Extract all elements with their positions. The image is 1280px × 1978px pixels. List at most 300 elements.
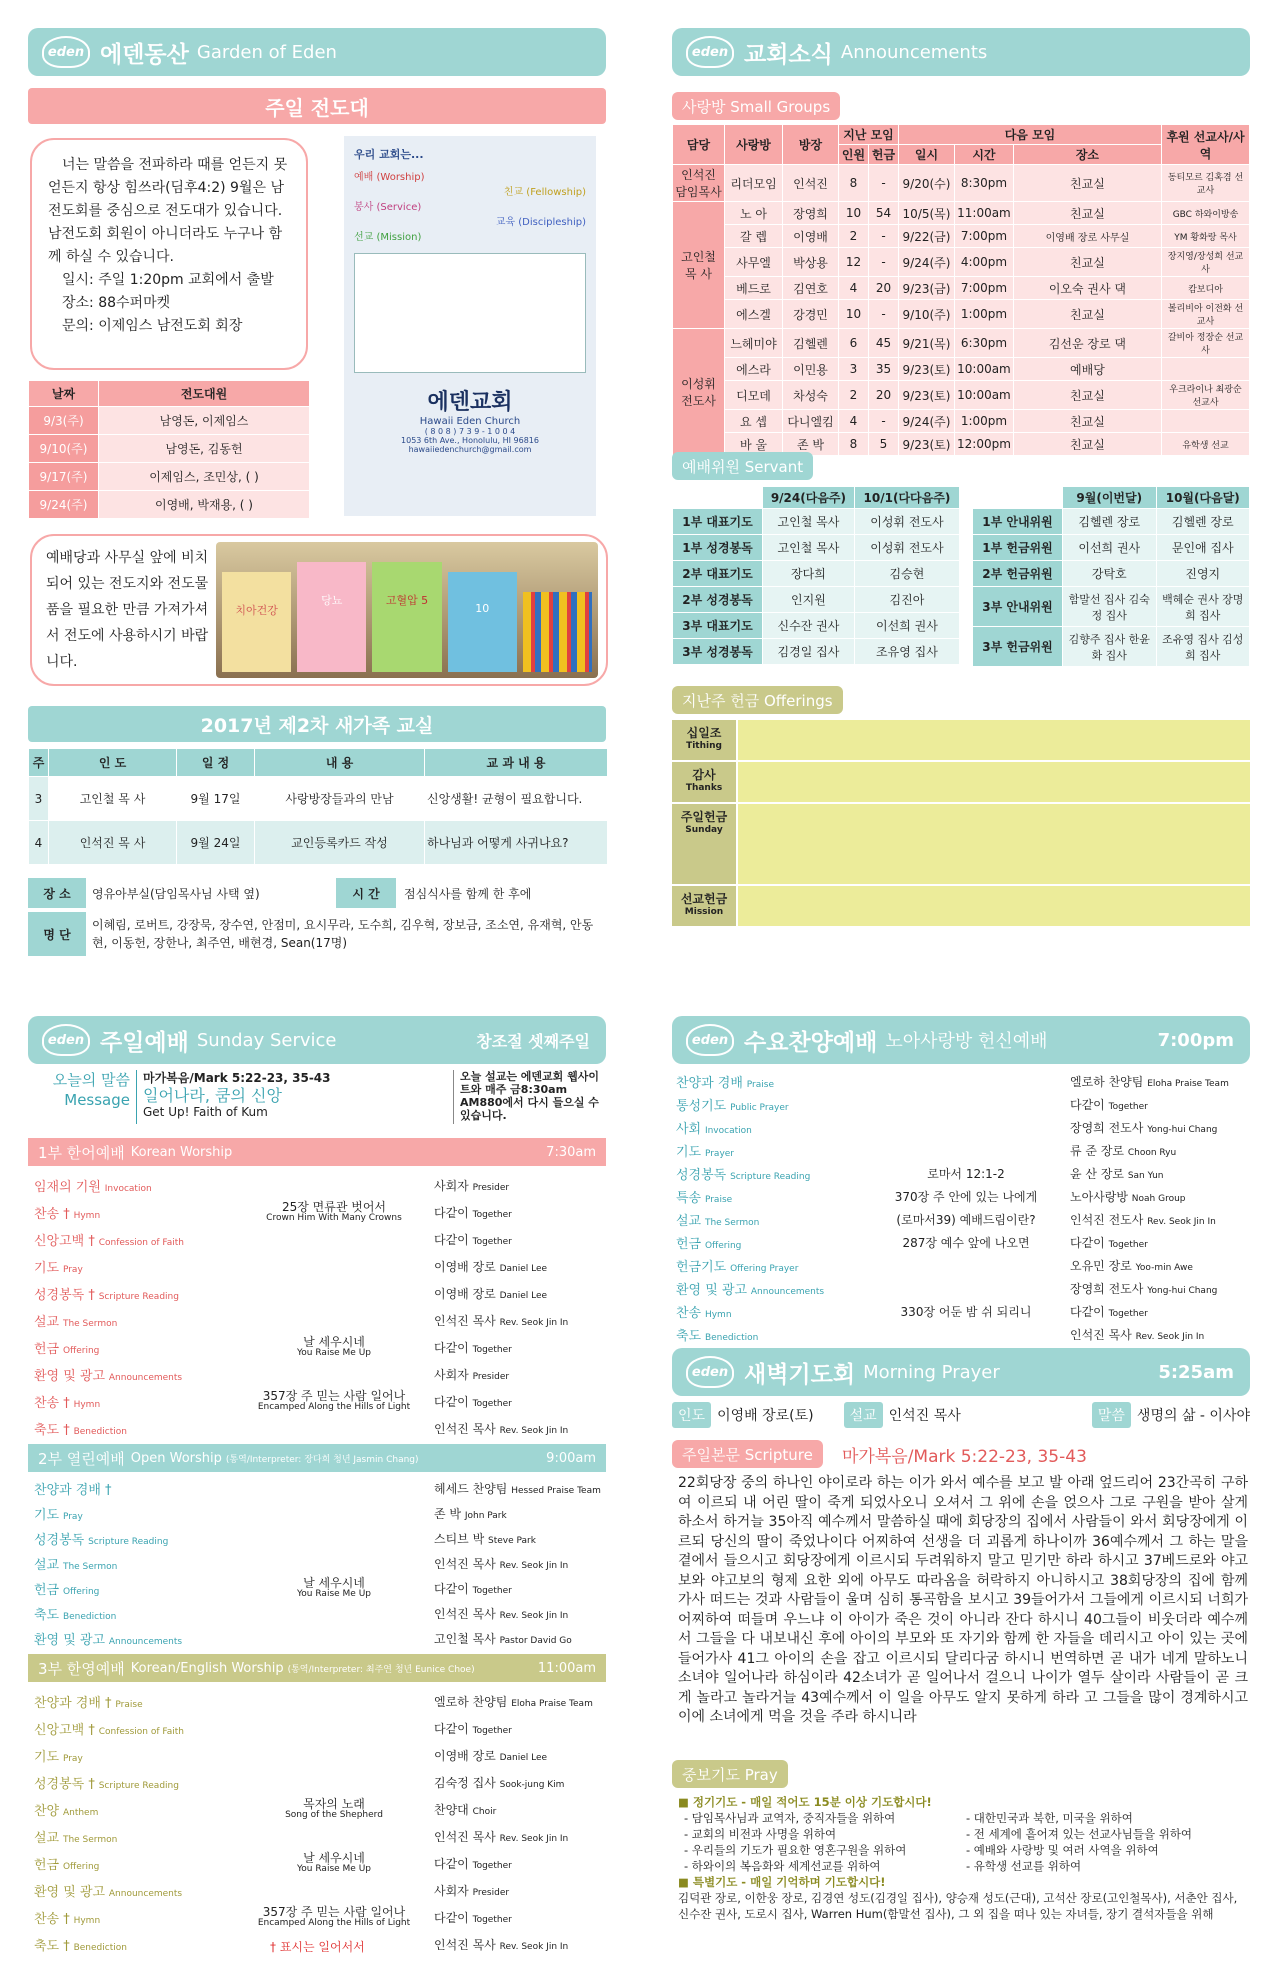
service3-title-en: Korean/English Worship — [130, 1660, 284, 1676]
order-person-ko: 이영배 장로 — [434, 1749, 496, 1763]
order-item — [34, 1579, 244, 1598]
order-item-ko: 신앙고백 † — [34, 1234, 95, 1249]
order-detail — [244, 1850, 424, 1875]
order-person — [424, 1393, 604, 1410]
order-item-en: Confession of Faith — [98, 1238, 184, 1248]
table-cell: 디모데 — [725, 381, 783, 410]
order-person — [424, 1801, 604, 1818]
offering-row — [672, 720, 1250, 760]
order-row — [34, 1501, 604, 1526]
order-item — [34, 1230, 244, 1249]
prayer-special-title: ■ 특별기도 - 매일 기억하며 기도합시다! — [678, 1875, 886, 1889]
church-flyer — [344, 136, 596, 516]
order-person-en: Rev. Seok Jin In — [1135, 1332, 1205, 1342]
order-item-ko: 환영 및 광고 — [34, 1369, 106, 1384]
table-cell: 2부 성경봉독 — [673, 587, 763, 613]
order-person-ko: 다같이 — [434, 1395, 469, 1409]
order-item-ko: 축도 † — [34, 1423, 70, 1438]
offerings-table — [672, 720, 1250, 926]
order-item — [676, 1141, 876, 1160]
table-cell: - — [869, 300, 899, 329]
order-item — [34, 1257, 244, 1276]
order-item-en: Praise — [704, 1195, 733, 1205]
place-value: 영유아부실(담임목사님 사택 옆) — [92, 886, 260, 901]
eden-header — [28, 28, 606, 76]
table-cell: 함말선 집사 김숙정 집사 — [1063, 587, 1157, 627]
order-person-ko: 다같이 — [1070, 1236, 1105, 1250]
table-cell: 고인철 목사 — [763, 535, 855, 561]
prayer-item: - 대한민국과 북한, 미국을 위하여 — [966, 1811, 1133, 1825]
order-person-en: Together — [472, 1210, 512, 1220]
order-person-en: Yong-hui Chang — [1147, 1125, 1218, 1135]
table-cell: 에스겔 — [725, 300, 783, 329]
order-person-en: Presider — [472, 1888, 510, 1898]
order-item — [34, 1311, 244, 1330]
order-item-en: Benediction — [62, 1612, 117, 1622]
table-cell: 3부 성경봉독 — [673, 639, 763, 665]
order-item — [34, 1908, 244, 1927]
table-cell: 9/10(주) — [899, 300, 955, 329]
order-row — [34, 1850, 604, 1877]
order-row — [34, 1715, 604, 1742]
order-person — [1056, 1142, 1248, 1159]
table-cell: 리더모임 — [725, 165, 783, 202]
table-cell: 갈비아 정장순 선교사 — [1162, 329, 1250, 358]
order-person-ko: 이영배 장로 — [434, 1260, 496, 1274]
order-detail: 370장 주 안에 있는 나에게 — [894, 1190, 1038, 1204]
order-person-ko: 사회자 — [434, 1368, 469, 1382]
order-item — [34, 1854, 244, 1873]
table-cell: 김선운 장로 댁 — [1013, 329, 1161, 358]
order-person — [424, 1693, 604, 1710]
service1-bar — [28, 1138, 606, 1166]
table-cell: 요 셉 — [725, 410, 783, 433]
prayer-item: - 하와이의 복음화와 세계선교를 위하여 — [684, 1859, 881, 1873]
table-cell: 10 — [839, 300, 869, 329]
order-item — [34, 1935, 244, 1954]
standing-note: † 표시는 일어서서 — [270, 1940, 365, 1954]
offering-amount — [738, 886, 1250, 926]
offering-en: Thanks — [685, 783, 723, 793]
table-cell: 이영배, 박재용, ( ) — [99, 491, 310, 519]
flyer-item: 예배 (Worship) — [354, 172, 425, 183]
order-person-ko: 윤 산 장로 — [1070, 1167, 1124, 1181]
service3-title: 3부 한영예배 — [38, 1659, 125, 1678]
order-person — [1056, 1096, 1248, 1113]
order-person-en: Together — [472, 1726, 512, 1736]
order-row — [34, 1253, 604, 1280]
table-cell: 존 박 — [783, 433, 839, 456]
order-item — [676, 1164, 876, 1183]
order-person — [424, 1312, 604, 1329]
table-cell: 9/24(주) — [899, 410, 955, 433]
order-person-en: Choir — [472, 1807, 497, 1817]
order-person-ko: 다같이 — [434, 1206, 469, 1220]
service3-time: 11:00am — [537, 1660, 596, 1676]
morning-info — [672, 1402, 1250, 1428]
prayer-tab: 중보기도 Pray — [672, 1760, 788, 1788]
order-person-en: Rev. Seok Jin In — [499, 1318, 569, 1328]
table-cell: 사랑방장들과의 만남 — [255, 777, 425, 821]
table-cell: - — [869, 165, 899, 202]
order-person-en: Daniel Lee — [499, 1291, 548, 1301]
order-item-en: Public Prayer — [730, 1103, 789, 1113]
table-cell: 이오숙 권사 댁 — [1013, 277, 1161, 300]
order-row — [34, 1280, 604, 1307]
table-cell: 2 — [839, 225, 869, 248]
offering-amount — [738, 762, 1250, 802]
table-cell: 고인철 목 사 — [673, 202, 725, 329]
order-person-en: Eloha Praise Team — [1147, 1079, 1229, 1089]
table-cell: 2 — [839, 381, 869, 410]
order-item-ko: 설교 — [34, 1315, 60, 1330]
order-row — [676, 1277, 1248, 1300]
order-item-ko: 통성기도 — [676, 1099, 727, 1114]
order-person-en: Noah Group — [1131, 1194, 1186, 1204]
order-item — [676, 1095, 876, 1114]
order-person-en: Rev. Seok Jin In — [499, 1834, 569, 1844]
lead-label: 인도 — [672, 1402, 711, 1428]
evangelism-title: 주일 전도대 — [28, 88, 606, 124]
servant-left-table — [672, 486, 960, 665]
order-person-ko: 고인철 목사 — [434, 1632, 496, 1646]
service2-time: 9:00am — [546, 1450, 596, 1466]
order-row — [676, 1208, 1248, 1231]
order-person-ko: 오유민 장로 — [1070, 1259, 1132, 1273]
scripture-text: 22회당장 중의 하나인 야이로라 하는 이가 와서 예수를 보고 발 아래 엎드리어 23간곡히 구하여 이르되 내 어린 딸이 죽게 되었사오니 오셔서 그 위에 손을 얹으사 그로 구원을 받아 살게 하소서 하거늘 35아직 예수께서 말씀하실 때에 회당장의 집에서 사람들이 와서 회당장에게 이르되 당신의 딸이 죽었나이다 어찌하여 선생을 더 괴롭게 하나이까 36예수께서 그 하는 말을 곁에서 들으시고 회당장에게 이르시되 두려워하지 말고 믿기만 하라 하시고 37베드로와 야고보와 야고보의 형제 요한 외에 아무도 따라옴을 허락하지 아니하시고 38회당장의 집에 함께 가사 떠드는 것과 사람들이 울며 심히 통곡함을 보시고 39들어가서 그들에게 이르시되 너희가 어찌하여 떠들며 우느냐 이 아이가 죽은 것이 아니라 잔다 하시니 40그들이 비웃더라 예수께서 그들을 다 내보내신 후에 아이의 부모와 또 자기와 함께 한 자들을 데리시고 아이 있는 곳에 들어가사 41그 아이의 손을 잡고 이르시되 달리다굼 하시니 번역하면 곧 내가 네게 말하노니 소녀야 일어나라 하심이라 42소녀가 곧 일어나서 걸으니 나이가 열두 살이라 사람들이 곧 크게 놀라고 놀라거늘 43예수께서 이 일을 아무도 알지 못하게 하라 고 그들을 많이 경계하시고 이에 소녀에게 먹을 것을 주라 하시니라 — [678, 1475, 1248, 1725]
order-person — [424, 1828, 604, 1845]
order-item-ko: 헌금 — [34, 1583, 60, 1598]
table-cell: 고인철 목 사 — [49, 777, 177, 821]
table-cell: 갈 렙 — [725, 225, 783, 248]
wednesday-header — [672, 1016, 1250, 1064]
col-place: 장소 — [1013, 145, 1161, 165]
table-cell: 4 — [29, 821, 49, 865]
table-cell: 9/3(주) — [29, 407, 99, 435]
col-date: 일 정 — [177, 749, 255, 777]
col-leader: 방장 — [783, 125, 839, 165]
service1-title: 1부 한어예배 — [38, 1143, 125, 1162]
order-row — [34, 1626, 604, 1651]
order-person — [1056, 1165, 1248, 1182]
table-cell: 친교실 — [1013, 202, 1161, 225]
order-person-en: Choon Ryu — [1127, 1148, 1177, 1158]
tract-item: 당뇨 — [297, 562, 366, 672]
order-item — [34, 1284, 244, 1303]
order-person-ko: 노아사랑방 — [1070, 1190, 1128, 1204]
order-item — [34, 1827, 244, 1846]
order-row — [34, 1388, 604, 1415]
servant-right-table — [972, 486, 1250, 667]
table-cell: 베드로 — [725, 277, 783, 300]
order-person-en: Presider — [472, 1183, 510, 1193]
table-cell: 신수잔 권사 — [763, 613, 855, 639]
table-cell: 예배당 — [1013, 358, 1161, 381]
order-person-ko: 엘로하 찬양팀 — [434, 1695, 508, 1709]
order-item-ko: 찬양과 경배 † — [34, 1696, 112, 1711]
order-item-en: The Sermon — [62, 1562, 118, 1572]
flyer-item: 교육 (Discipleship) — [495, 217, 586, 228]
table-cell: 강경민 — [783, 300, 839, 329]
time-value: 점심식사를 함께 한 후에 — [404, 886, 532, 901]
eden-logo-icon: eden — [686, 1024, 734, 1056]
table-cell: 볼리비아 이전화 선교사 — [1162, 300, 1250, 329]
order-person-en: Steve Park — [488, 1536, 536, 1546]
order-person-en: Together — [472, 1237, 512, 1247]
order-item — [34, 1392, 244, 1411]
order-person — [1056, 1073, 1248, 1090]
announcements-header — [672, 28, 1250, 76]
order-row — [34, 1361, 604, 1388]
order-person-en: San Yun — [1127, 1171, 1164, 1181]
order-item-ko: 찬양과 경배 — [676, 1076, 743, 1091]
order-person-en: Pastor David Go — [499, 1636, 572, 1646]
order-row — [34, 1823, 604, 1850]
tract-photo — [216, 542, 598, 678]
prayer-item: - 유학생 선교를 위하여 — [966, 1859, 1082, 1873]
order-row — [34, 1526, 604, 1551]
blank-cell — [973, 487, 1063, 509]
order-person — [424, 1555, 604, 1572]
order-person-en: Together — [472, 1915, 512, 1925]
order-item-ko: 헌금 — [676, 1237, 702, 1252]
order-item-ko: 기도 — [676, 1145, 702, 1160]
table-cell: 김연호 — [783, 277, 839, 300]
order-item-en: Scripture Reading — [730, 1172, 811, 1182]
message-label-en: Message — [64, 1091, 130, 1109]
table-cell: 11:00am — [955, 202, 1014, 225]
message-info — [143, 1070, 453, 1124]
table-cell: - — [869, 410, 899, 433]
table-cell: 우크라이나 최광순 선교사 — [1162, 381, 1250, 410]
order-item — [34, 1176, 244, 1195]
order-person — [1056, 1326, 1248, 1343]
table-cell: 10 — [839, 202, 869, 225]
evangelism-bullet: 문의: 이제임스 남전도회 회장 — [62, 318, 243, 334]
offering-label — [672, 720, 736, 760]
wed-sub: 노아사랑방 헌신예배 — [885, 1031, 1048, 1052]
table-cell: 인석진 담임목사 — [673, 165, 725, 202]
order-item-ko: 찬양 — [34, 1804, 60, 1819]
order-person — [424, 1204, 604, 1221]
flyer-map — [354, 253, 586, 373]
table-cell: 남영돈, 이제임스 — [99, 407, 310, 435]
order-detail-en: You Raise Me Up — [297, 1347, 371, 1358]
table-cell: 김경일 집사 — [763, 639, 855, 665]
service2-title: 2부 열린예배 — [38, 1449, 125, 1468]
prayer-item: - 우리들의 기도가 필요한 영혼구원을 위하여 — [684, 1843, 907, 1857]
order-person-ko: 찬양대 — [434, 1803, 469, 1817]
col-day: 일시 — [899, 145, 955, 165]
table-cell: 2부 대표기도 — [673, 561, 763, 587]
order-person-ko: 다같이 — [1070, 1305, 1105, 1319]
order-item-ko: 설교 — [34, 1831, 60, 1846]
table-cell: 8:30pm — [955, 165, 1014, 202]
flyer-email: hawaiiedenchurch@gmail.com — [408, 445, 532, 454]
order-person-en: Together — [472, 1586, 512, 1596]
col-members: 전도대원 — [99, 381, 310, 407]
table-cell: 이영배 장로 사무실 — [1013, 225, 1161, 248]
order-item — [676, 1187, 876, 1206]
table-cell: 20 — [869, 277, 899, 300]
eden-title: 에덴동산 — [100, 41, 189, 68]
preach-value: 인석진 목사 — [888, 1408, 961, 1424]
order-item-ko: 신앙고백 † — [34, 1723, 95, 1738]
scripture-ref: 마가복음/Mark 5:22-23, 35-43 — [842, 1447, 1087, 1467]
table-cell: 9/23(토) — [899, 433, 955, 456]
order-person — [1056, 1303, 1248, 1320]
order-item-ko: 환영 및 광고 — [34, 1885, 106, 1900]
message-title: 일어나라, 쿰의 신앙 — [143, 1086, 282, 1105]
table-cell: 8 — [839, 433, 869, 456]
order-person-ko: 사회자 — [434, 1179, 469, 1193]
table-cell: 김향주 집사 한윤화 집사 — [1063, 627, 1157, 667]
order-person-ko: 인석진 목사 — [434, 1830, 496, 1844]
order-person — [424, 1480, 604, 1497]
table-cell: 9/23(금) — [899, 277, 955, 300]
table-cell: 남영돈, 김동헌 — [99, 435, 310, 463]
table-cell: 7:00pm — [955, 225, 1014, 248]
order-item — [676, 1210, 876, 1229]
order-item — [676, 1302, 876, 1321]
table-cell: 1:00pm — [955, 410, 1014, 433]
eden-title-en: Garden of Eden — [196, 41, 337, 63]
order-item-en: Announcements — [108, 1637, 183, 1647]
order-detail: 287장 예수 앞에 나오면 — [902, 1236, 1030, 1250]
table-cell: 이성휘 전도사 — [673, 329, 725, 456]
order-person-ko: 사회자 — [434, 1884, 469, 1898]
flyer-church-name: 에덴교회 — [427, 390, 513, 415]
radio-note: 오늘 설교는 에덴교회 웹사이트와 매주 금8:30am AM880에서 다시 들으실 수 있습니다. — [453, 1070, 602, 1124]
order-row — [676, 1070, 1248, 1093]
table-cell: 6:30pm — [955, 329, 1014, 358]
table-cell: 12 — [839, 248, 869, 277]
order-item-ko: 축도 — [34, 1608, 60, 1623]
order-person-ko: 인석진 목사 — [434, 1557, 496, 1571]
col-leader: 인 도 — [49, 749, 177, 777]
order-row — [676, 1116, 1248, 1139]
order-person-ko: 다같이 — [434, 1582, 469, 1596]
order-item-en: Scripture Reading — [98, 1292, 179, 1302]
order-person — [1056, 1119, 1248, 1136]
offering-label — [672, 804, 736, 884]
eden-logo-icon: eden — [42, 36, 90, 68]
offering-amount — [738, 804, 1250, 884]
table-cell: - — [869, 225, 899, 248]
order-item — [34, 1773, 244, 1792]
order-item-en: Hymn — [73, 1916, 101, 1926]
wednesday-list — [676, 1070, 1248, 1346]
servant-tab: 예배위원 Servant — [672, 452, 813, 480]
offering-en: Sunday — [685, 825, 723, 835]
order-person-ko: 장영희 전도사 — [1070, 1282, 1144, 1296]
order-item-ko: 찬송 † — [34, 1207, 70, 1222]
order-detail-en: Encamped Along the Hills of Light — [257, 1401, 411, 1412]
order-row — [34, 1742, 604, 1769]
table-cell: 친교실 — [1013, 381, 1161, 410]
table-cell: 3 — [839, 358, 869, 381]
offering-amount — [738, 720, 1250, 760]
table-cell: 1:00pm — [955, 300, 1014, 329]
order-item-en: Announcements — [750, 1287, 825, 1297]
order-item-en: Offering — [62, 1346, 100, 1356]
order-row — [34, 1199, 604, 1226]
order-row — [34, 1226, 604, 1253]
order-row — [34, 1601, 604, 1626]
order-item-en: Offering Prayer — [730, 1264, 799, 1274]
table-cell: 4 — [839, 410, 869, 433]
order-item-en: Offering — [62, 1587, 100, 1597]
table-cell: 친교실 — [1013, 410, 1161, 433]
table-cell: 12:00pm — [955, 433, 1014, 456]
table-cell: 9/23(토) — [899, 381, 955, 410]
table-cell: 2부 헌금위원 — [973, 561, 1063, 587]
order-detail: (로마서39) 예배드림이란? — [896, 1213, 1036, 1227]
order-row — [676, 1185, 1248, 1208]
order-item-ko: 축도 — [676, 1329, 702, 1344]
table-cell: 문인애 집사 — [1156, 535, 1250, 561]
order-item-en: Announcements — [108, 1889, 183, 1899]
order-person — [424, 1505, 604, 1522]
offering-row — [672, 804, 1250, 884]
col-this-month: 9월(이번달) — [1063, 487, 1157, 509]
order-item-en: The Sermon — [704, 1218, 760, 1228]
order-item-en: Pray — [62, 1512, 83, 1522]
table-cell: 동티모르 김혹겸 선교사 — [1162, 165, 1250, 202]
order-detail-ko: 날 세우시네 — [303, 1850, 365, 1865]
order-person-en: Yoo-min Awe — [1135, 1263, 1193, 1273]
table-cell: 교인등록카드 작성 — [255, 821, 425, 865]
table-cell: 캄보디아 — [1162, 277, 1250, 300]
service2-bar — [28, 1444, 606, 1472]
table-cell: 35 — [869, 358, 899, 381]
order-item — [34, 1692, 244, 1711]
order-person — [424, 1747, 604, 1764]
order-person-ko: 류 준 장로 — [1070, 1144, 1124, 1158]
order-detail-ko: 25장 면류관 벗어서 — [281, 1199, 387, 1214]
order-person — [424, 1580, 604, 1597]
table-cell: 차성숙 — [783, 381, 839, 410]
offering-label — [672, 762, 736, 802]
smallgroups-tab: 사랑방 Small Groups — [672, 92, 840, 120]
order-row — [34, 1551, 604, 1576]
table-cell: 9/10(주) — [29, 435, 99, 463]
col-mission: 후원 선교사/사역 — [1162, 125, 1250, 165]
table-cell: 사무엘 — [725, 248, 783, 277]
col-lesson: 교 과 내 용 — [425, 749, 608, 777]
order-item-en: Invocation — [704, 1126, 752, 1136]
table-cell: 9/20(수) — [899, 165, 955, 202]
table-cell: 3부 대표기도 — [673, 613, 763, 639]
order-row — [676, 1323, 1248, 1346]
offering-ko: 감사 — [692, 768, 716, 782]
table-cell: 4:00pm — [955, 248, 1014, 277]
table-cell: 이선희 권사 — [1063, 535, 1157, 561]
table-cell: 인석진 목 사 — [49, 821, 177, 865]
service3-bar — [28, 1654, 606, 1682]
table-cell: 친교실 — [1013, 165, 1161, 202]
order-item-ko: 헌금 — [34, 1342, 60, 1357]
table-cell: 친교실 — [1013, 433, 1161, 456]
names-value: 이혜림, 로버트, 강장묵, 장수연, 안점미, 요시무라, 도수희, 김우혁, 장보금, 조소연, 유재혁, 안동현, 이동헌, 장한나, 최주연, 배현경, Sean(17명) — [92, 918, 594, 950]
order-item-ko: 특송 — [676, 1191, 702, 1206]
order-person-ko: 존 박 — [434, 1507, 461, 1521]
order-person-ko: 인석진 전도사 — [1070, 1213, 1144, 1227]
order-item-ko: 기도 — [34, 1750, 60, 1765]
service2-list — [34, 1476, 604, 1651]
order-row — [34, 1307, 604, 1334]
order-item — [34, 1629, 244, 1648]
